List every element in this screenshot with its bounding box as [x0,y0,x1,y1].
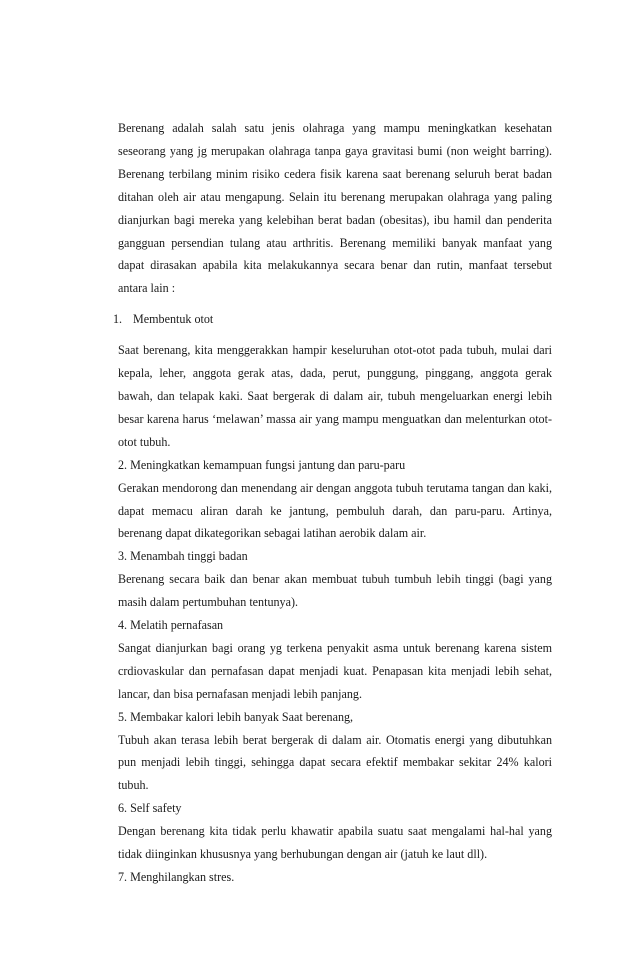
benefit-1-body: Saat berenang, kita menggerakkan hampir keseluruhan otot-otot pada tubuh, mulai dari kepala, leher, anggota gerak atas, dada, perut, punggung, pinggang, anggota gerak bawah, dan telapak kaki. Saat bergerak di dalam air, tubuh mengeluarkan energi lebih besar karena harus ‘melawan’ massa air yang mampu menguatkan dan melenturkan otot-otot tubuh. [118,343,552,449]
intro-paragraph: Berenang adalah salah satu jenis olahraga yang mampu meningkatkan kesehatan seseorang yang jg merupakan olahraga tanpa gaya gravitasi bumi (non weight barring). Berenang terbilang minim risiko cedera fisik karena saat berenang seluruh berat badan ditahan oleh air atau mengapung. Selain itu berenang merupakan olahraga yang paling dianjurkan bagi mereka yang kelebihan berat badan (obesitas), ibu hamil dan penderita gangguan persendian tulang atau arthritis. Berenang memiliki banyak manfaat yang dapat dirasakan apabila kita melakukannya secara benar dan rutin, manfaat tersebut antara lain : [118,121,552,296]
benefit-5-title: 5. Membakar kalori lebih banyak Saat berenang, [118,709,354,724]
benefit-4-title: 4. Melatih pernafasan [118,618,224,633]
benefit-1-heading [113,308,552,331]
benefit-3-title: 3. Menambah tinggi badan [118,549,248,564]
benefit-2-body: Gerakan mendorong dan menendang air dengan anggota tubuh terutama tangan dan kaki, dapat memacu aliran darah ke jantung, pembuluh darah, dan paru-paru. Artinya, berenang dapat dikategorikan sebagai latihan aerobik dalam air. [118,480,552,541]
benefit-6-title: 6. Self safety [118,801,182,816]
benefit-3-body: Berenang secara baik dan benar akan membuat tubuh tumbuh lebih tinggi (bagi yang masih dalam pertumbuhan tentunya). [118,572,552,610]
benefit-5-body: Tubuh akan terasa lebih berat bergerak di dalam air. Otomatis energi yang dibutuhkan pun menjadi lebih tinggi, sehingga dapat secara efektif membakar sekitar 24% kalori tubuh. [118,732,552,793]
benefit-6-body: Dengan berenang kita tidak perlu khawatir apabila suatu saat mengalami hal-hal yang tidak diinginkan khususnya yang berhubungan dengan air (jatuh ke laut dll). [118,824,552,862]
benefit-4-body: Sangat dianjurkan bagi orang yg terkena penyakit asma untuk berenang karena sistem crdiovaskular dan pernafasan dapat menjadi kuat. Penapasan kita menjadi lebih sehat, lancar, dan bisa pernafasan menjadi lebih panjang. [118,640,552,701]
benefit-7-title: 7. Menghilangkan stres. [118,870,235,884]
benefit-1-title: Membentuk otot [133,312,214,327]
benefit-2-title: 2. Meningkatkan kemampuan fungsi jantung dan paru-paru [118,457,406,472]
benefit-1-number: 1. [113,312,123,327]
document-body [113,117,552,889]
